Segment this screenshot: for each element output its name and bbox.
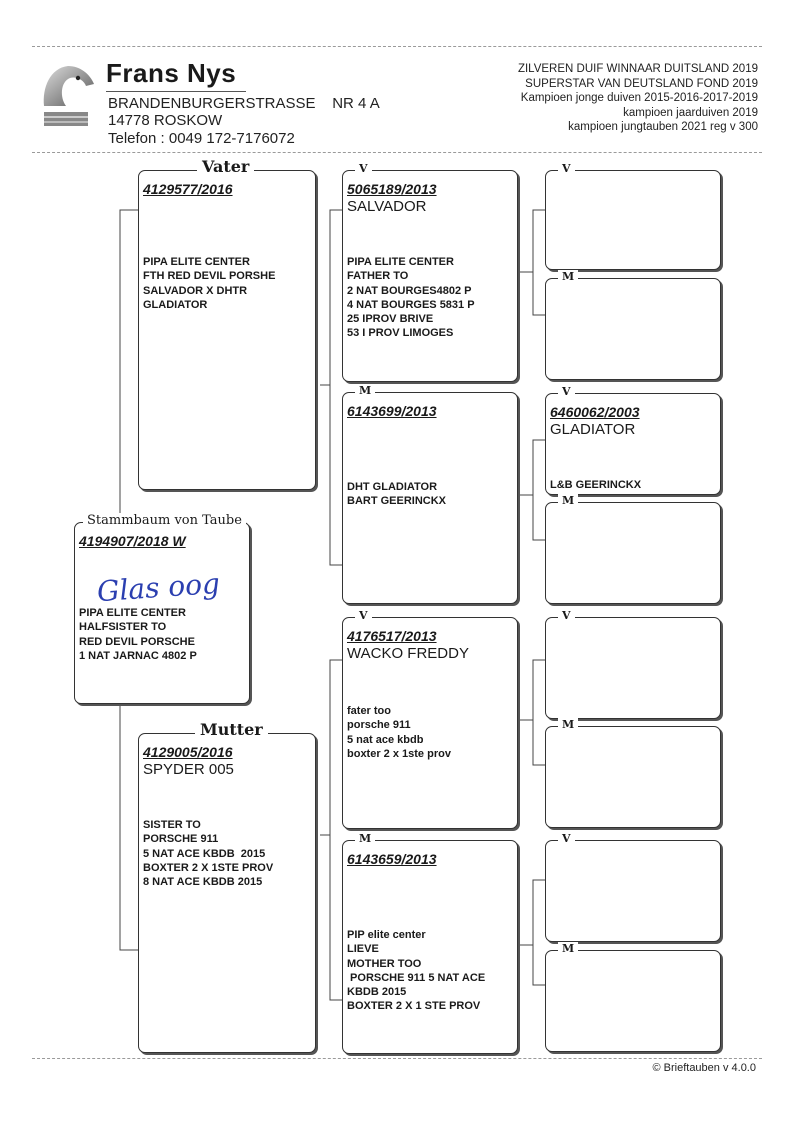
- mf-description: fater too porsche 911 5 nat ace kbdb boxter 2 x 1ste prov: [347, 705, 451, 760]
- great-grandparent-card-ffv[interactable]: [545, 162, 721, 270]
- fmf-description: L&B GEERINCKX: [550, 479, 642, 491]
- mutter-label: Mutter: [195, 720, 268, 739]
- v-label: V: [355, 162, 372, 176]
- great-grandparent-card-mfv[interactable]: [545, 609, 721, 719]
- father-description: PIPA ELITE CENTER FTH RED DEVIL PORSHE SALVADOR X DHTR GLADIATOR: [143, 256, 276, 311]
- title-item: kampioen jaarduiven 2019: [623, 106, 758, 119]
- m-label: M: [355, 384, 375, 398]
- title-item: SUPERSTAR VAN DEUTSLAND FOND 2019: [525, 77, 758, 90]
- mother-description: SISTER TO PORSCHE 911 5 NAT ACE KBDB 2015 BOXTER 2 X 1STE PROV 8 NAT ACE KBDB 2015: [143, 819, 274, 889]
- subject-card[interactable]: [74, 513, 250, 704]
- address-line-1: BRANDENBURGERSTRASSE NR 4 A: [108, 95, 380, 112]
- v-label: V: [558, 609, 575, 623]
- stammbaum-label: Stammbaum von Taube: [83, 513, 246, 528]
- great-grandparent-card-mfm[interactable]: [545, 718, 721, 828]
- title-item: kampioen jungtauben 2021 reg v 300: [568, 121, 758, 133]
- great-grandparent-card-mmv[interactable]: [545, 832, 721, 942]
- title-item: ZILVEREN DUIF WINNAAR DUITSLAND 2019: [517, 63, 758, 75]
- father-ring-number: 4129577/2016: [143, 181, 233, 197]
- phone: Telefon : 0049 172-7176072: [108, 130, 295, 147]
- m-label: M: [558, 942, 578, 956]
- subject-description: PIPA ELITE CENTER HALFSISTER TO RED DEVIL PORSCHE 1 NAT JARNAC 4802 P: [79, 607, 197, 662]
- paternal-grandmother-card[interactable]: [342, 384, 518, 604]
- subject-ring-number: 4194907/2018 W: [79, 533, 186, 549]
- mother-ring-number: 4129005/2016: [143, 744, 233, 760]
- v-label: V: [558, 162, 575, 176]
- father-card[interactable]: [138, 157, 316, 490]
- great-grandparent-card-fmm[interactable]: [545, 494, 721, 604]
- breeder-name: Frans Nys: [106, 58, 237, 88]
- mf-ring-number: 4176517/2013: [347, 628, 437, 644]
- ff-name: SALVADOR: [347, 198, 427, 215]
- mm-description: PIP elite center LIEVE MOTHER TOO PORSCHE 911 5 NAT ACE KBDB 2015 BOXTER 2 X 1 STE PROV: [347, 929, 486, 1013]
- fmf-ring-number: 6460062/2003: [550, 404, 640, 420]
- fm-description: DHT GLADIATOR BART GEERINCKX: [347, 481, 447, 508]
- title-item: Kampioen jonge duiven 2015-2016-2017-2019: [520, 92, 758, 104]
- mother-card[interactable]: [138, 720, 316, 1053]
- mother-name: SPYDER 005: [143, 761, 234, 778]
- fmf-name: GLADIATOR: [550, 421, 636, 438]
- paternal-grandfather-card[interactable]: [342, 162, 518, 382]
- maternal-grandfather-card[interactable]: [342, 609, 518, 829]
- v-label: V: [558, 385, 575, 399]
- ff-ring-number: 5065189/2013: [347, 181, 437, 197]
- ff-description: PIPA ELITE CENTER FATHER TO 2 NAT BOURGES4802 P 4 NAT BOURGES 5831 P 25 IPROV BRIVE 53 I PROV LIMOGES: [347, 256, 475, 340]
- m-label: M: [355, 832, 375, 846]
- great-grandparent-card-mmm[interactable]: [545, 942, 721, 1052]
- handwritten-signature: Glas oog: [95, 566, 221, 609]
- great-grandparent-card-fmv[interactable]: [545, 385, 721, 495]
- m-label: M: [558, 718, 578, 732]
- great-grandparent-card-ffm[interactable]: [545, 270, 721, 380]
- mm-ring-number: 6143659/2013: [347, 851, 437, 867]
- m-label: M: [558, 494, 578, 508]
- m-label: M: [558, 270, 578, 284]
- vater-label: Vater: [197, 157, 254, 176]
- maternal-grandmother-card[interactable]: [342, 832, 518, 1054]
- footer-copyright: © Brieftauben v 4.0.0: [652, 1062, 756, 1074]
- fm-ring-number: 6143699/2013: [347, 403, 437, 419]
- address-line-2: 14778 ROSKOW: [108, 112, 223, 129]
- v-label: V: [558, 832, 575, 846]
- mf-name: WACKO FREDDY: [347, 645, 469, 662]
- v-label: V: [355, 609, 372, 623]
